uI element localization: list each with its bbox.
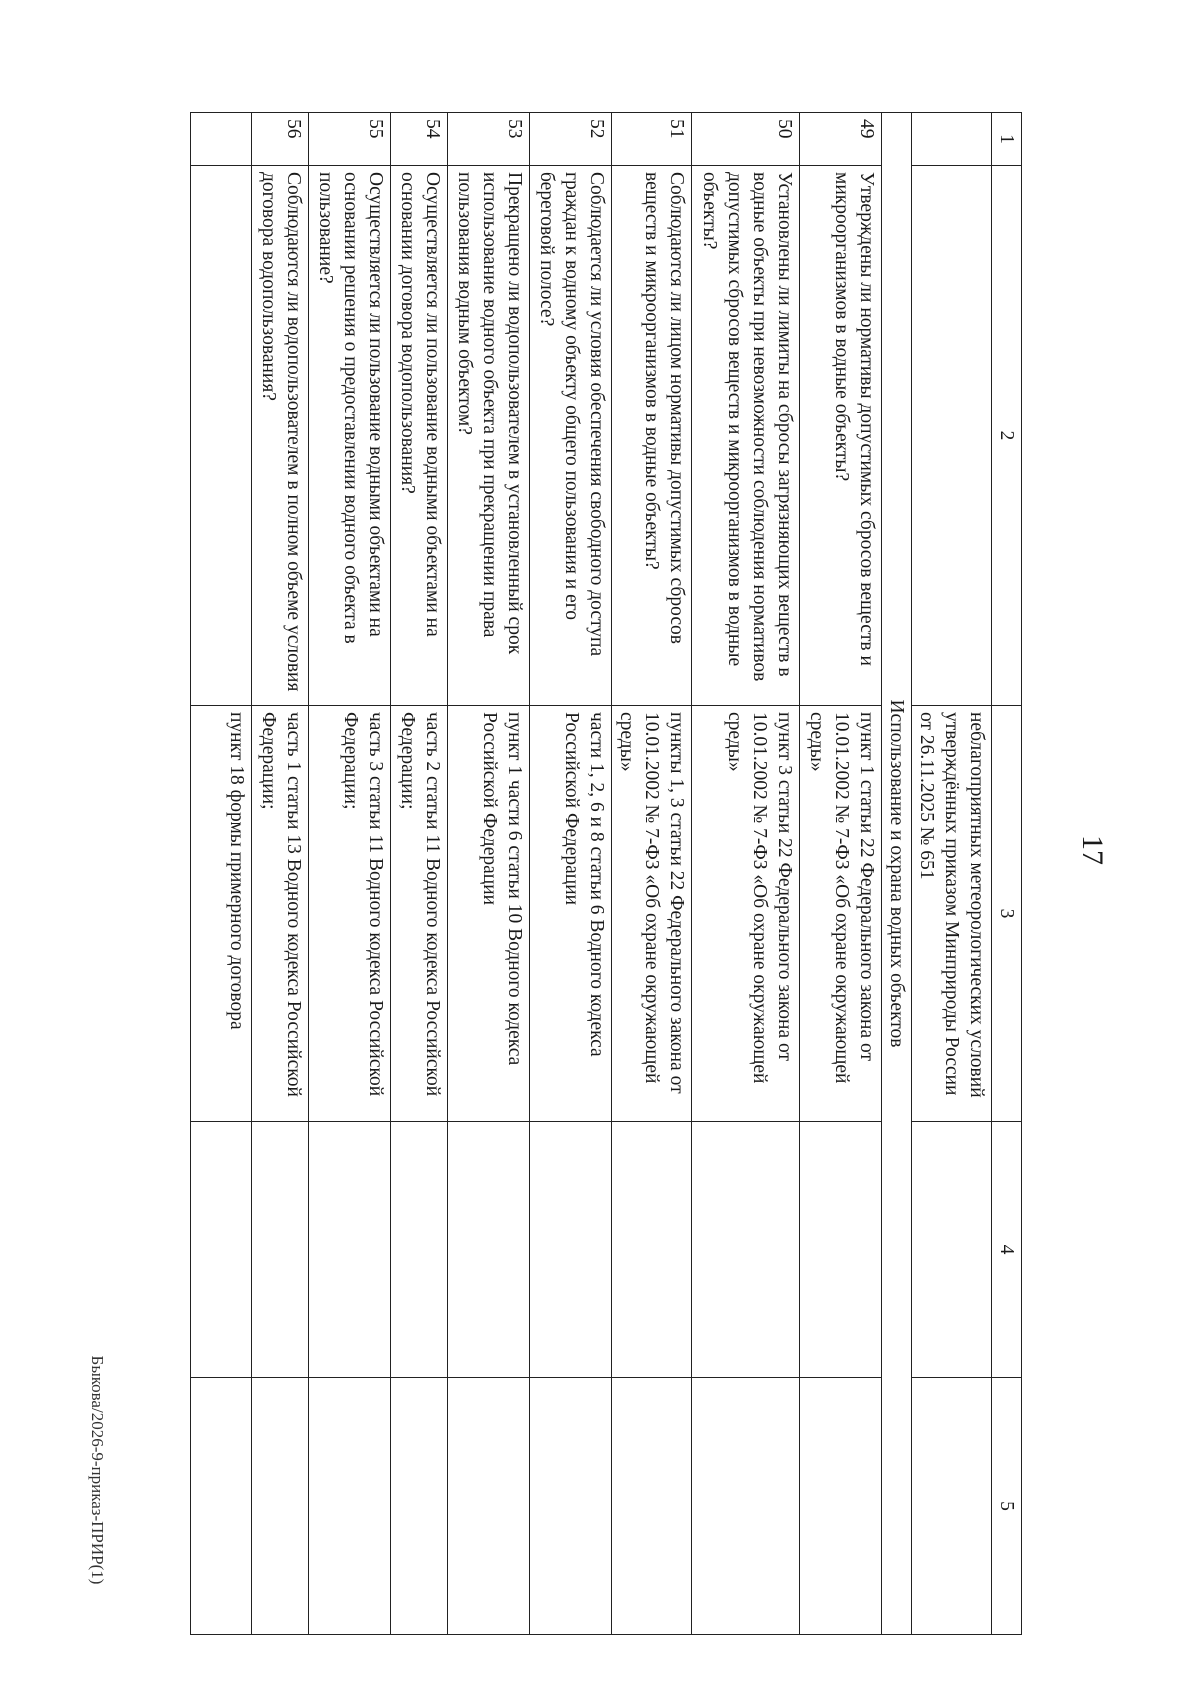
row-question: Соблюдается ли условия обеспечения свободного доступа граждан к водному объекту общего пользования и его береговой полосе? (530, 166, 612, 706)
row-col4 (309, 1122, 391, 1378)
table-row (800, 113, 882, 1635)
row-legal-basis: пункт 18 формы примерного договора (191, 706, 252, 1122)
requirements-table (190, 112, 1022, 1635)
row-number: 56 (252, 113, 309, 166)
row-legal-basis: часть 2 статьи 11 Водного кодекса Российской Федерации; (391, 706, 448, 1122)
column-header-4: 4 (992, 1122, 1022, 1378)
row-number: 54 (391, 113, 448, 166)
header-row (992, 113, 1022, 1635)
row-col5 (800, 1378, 882, 1635)
row-col5 (692, 1378, 800, 1635)
row-number: 50 (692, 113, 800, 166)
column-header-3: 3 (992, 706, 1022, 1122)
row-col4 (191, 1122, 252, 1378)
row-col4 (252, 1122, 309, 1378)
row-legal-basis: часть 3 статьи 11 Водного кодекса Российской Федерации; (309, 706, 391, 1122)
section-row (882, 113, 912, 1635)
page-number: 17 (1076, 835, 1109, 865)
row-number (912, 113, 992, 166)
row-col5 (309, 1378, 391, 1635)
table-row (530, 113, 612, 1635)
row-legal-basis: пункт 1 части 6 статьи 10 Водного кодекса Российской Федерации (448, 706, 530, 1122)
row-col4 (692, 1122, 800, 1378)
row-col5 (448, 1378, 530, 1635)
section-title: Использование и охрана водных объектов (882, 113, 912, 1635)
row-col5 (612, 1378, 692, 1635)
row-col4 (530, 1122, 612, 1378)
column-header-2: 2 (992, 166, 1022, 706)
row-col5 (391, 1378, 448, 1635)
row-col4 (391, 1122, 448, 1378)
table-row (252, 113, 309, 1635)
row-col4 (612, 1122, 692, 1378)
table-row (692, 113, 800, 1635)
rotated-page-content (190, 112, 1022, 1634)
row-legal-basis: часть 1 статьи 13 Водного кодекса Российской Федерации; (252, 706, 309, 1122)
row-question: Утверждены ли нормативы допустимых сбросов веществ и микроорганизмов в водные объекты? (800, 166, 882, 706)
column-header-5: 5 (992, 1378, 1022, 1635)
row-question (912, 166, 992, 706)
row-question: Соблюдаются ли водопользователем в полном объеме условия договора водопользования? (252, 166, 309, 706)
row-col4 (912, 1122, 992, 1378)
table-row (191, 113, 252, 1635)
row-number (191, 113, 252, 166)
row-question: Осуществляется ли пользование водными объектами на основании решения о предоставлении водного объекта в пользование? (309, 166, 391, 706)
row-question (191, 166, 252, 706)
column-header-1: 1 (992, 113, 1022, 166)
continuation-row (912, 113, 992, 1635)
row-number: 52 (530, 113, 612, 166)
row-legal-basis: неблагоприятных метеорологических условий утверждённых приказом Минприроды России от 26.11.2025 № 651 (912, 706, 992, 1122)
row-legal-basis: пункт 3 статьи 22 Федерального закона от 10.01.2002 № 7-ФЗ «Об охране окружающей среды» (692, 706, 800, 1122)
table-row (448, 113, 530, 1635)
row-legal-basis: пункт 1 статьи 22 Федерального закона от 10.01.2002 № 7-ФЗ «Об охране окружающей среды» (800, 706, 882, 1122)
row-number: 49 (800, 113, 882, 166)
footer-document-code: Быкова/2026-9-приказ-ПРИР(1) (88, 1355, 107, 1585)
row-col5 (530, 1378, 612, 1635)
table-row (391, 113, 448, 1635)
row-col4 (448, 1122, 530, 1378)
row-question: Установлены ли лимиты на сбросы загрязняющих веществ в водные объекты при невозможности соблюдения нормативов допустимых сбросов веществ и микроорганизмов в водные объекты? (692, 166, 800, 706)
row-question: Соблюдаются ли лицом нормативы допустимых сбросов веществ и микроорганизмов в водные объекты? (612, 166, 692, 706)
row-legal-basis: пункты 1, 3 статьи 22 Федерального закона от 10.01.2002 № 7-ФЗ «Об охране окружающей среды» (612, 706, 692, 1122)
row-col4 (800, 1122, 882, 1378)
row-col5 (252, 1378, 309, 1635)
row-legal-basis: части 1, 2, 6 и 8 статьи 6 Водного кодекса Российской Федерации (530, 706, 612, 1122)
row-number: 53 (448, 113, 530, 166)
table-row (612, 113, 692, 1635)
row-question: Осуществляется ли пользование водными объектами на основании договора водопользования? (391, 166, 448, 706)
row-number: 51 (612, 113, 692, 166)
row-col5 (912, 1378, 992, 1635)
row-question: Прекращено ли водопользователем в установленный срок использование водного объекта при прекращении права пользования водным объектом? (448, 166, 530, 706)
row-number: 55 (309, 113, 391, 166)
row-col5 (191, 1378, 252, 1635)
table-row (309, 113, 391, 1635)
